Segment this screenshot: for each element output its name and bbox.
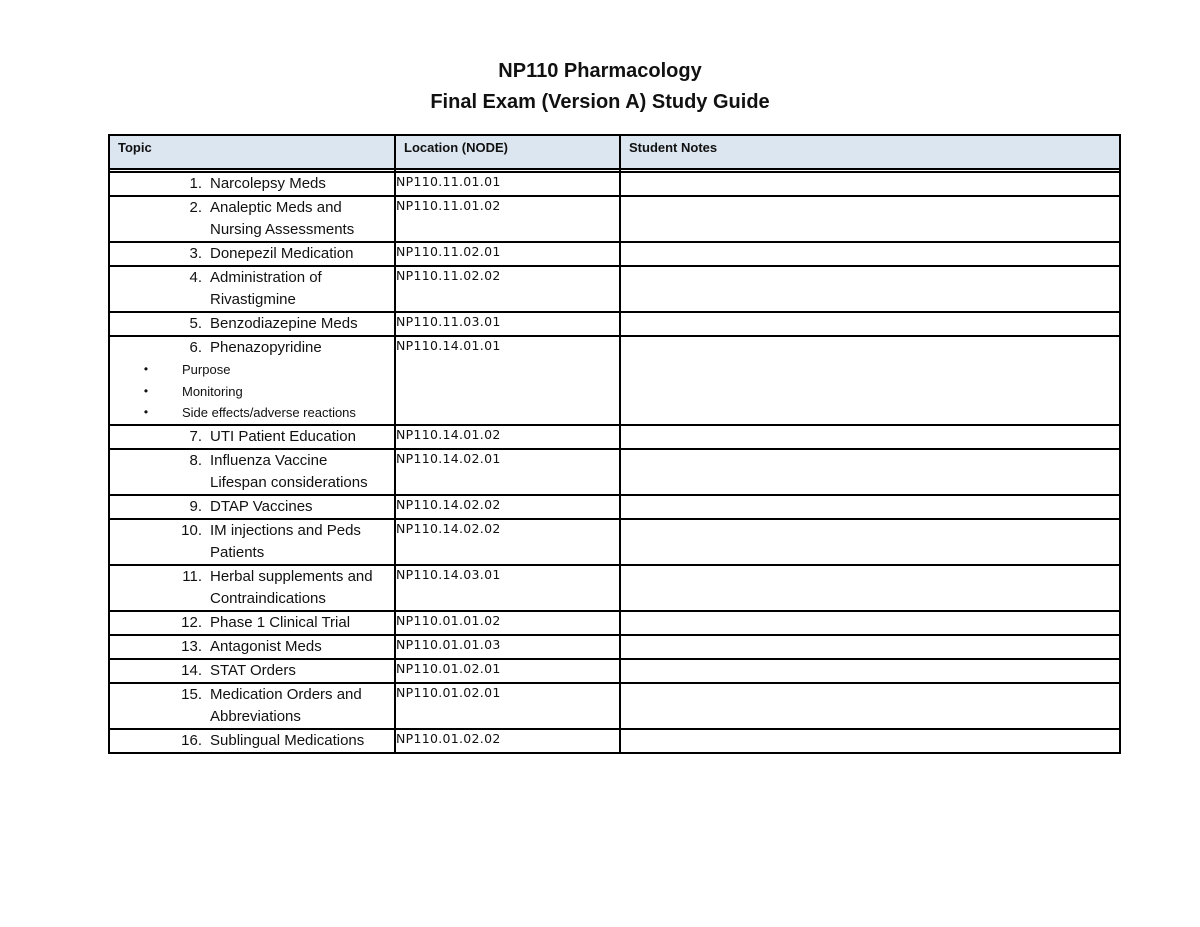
- topic-text: IM injections and Peds: [210, 521, 361, 539]
- header-student-notes: Student Notes: [620, 135, 1120, 169]
- student-notes-cell[interactable]: [620, 312, 1120, 336]
- topic-number: 14.: [181, 661, 202, 679]
- topic-cell: [109, 336, 395, 425]
- topic-bullet-item: [110, 359, 394, 381]
- topic-line: [110, 520, 394, 542]
- location-cell: NP110.14.01.01: [395, 336, 620, 425]
- table-row: [109, 565, 1120, 611]
- topic-line: [110, 660, 394, 682]
- table-row: [109, 635, 1120, 659]
- student-notes-cell[interactable]: [620, 242, 1120, 266]
- topic-text: Benzodiazepine Meds: [210, 315, 358, 332]
- topic-text: Administration of: [210, 269, 322, 286]
- location-cell: NP110.14.02.02: [395, 495, 620, 519]
- topic-cell: [109, 172, 395, 196]
- topic-text: Donepezil Medication: [210, 245, 354, 262]
- topic-number: 7.: [189, 427, 202, 445]
- location-cell: NP110.01.02.01: [395, 683, 620, 729]
- topic-number: 11.: [182, 567, 202, 585]
- topic-number: [110, 289, 210, 311]
- bullet-icon: •: [143, 383, 149, 398]
- topic-number: 4.: [189, 269, 202, 286]
- topic-number: 5.: [189, 315, 202, 332]
- title-line-2: Final Exam (Version A) Study Guide: [430, 91, 770, 113]
- student-notes-cell[interactable]: [620, 425, 1120, 449]
- topic-line: [110, 426, 394, 448]
- topic-cell: [109, 683, 395, 729]
- topic-cell: [109, 519, 395, 565]
- topic-number: [110, 472, 210, 494]
- topic-cell: [109, 565, 395, 611]
- topic-cell: [109, 449, 395, 495]
- topic-line: [110, 588, 394, 610]
- topic-line: [110, 730, 394, 752]
- bullet-text: Purpose: [182, 362, 231, 377]
- topic-cell: [109, 611, 395, 635]
- title-line-1: NP110 Pharmacology: [498, 60, 702, 82]
- table-row: [109, 336, 1120, 425]
- topic-text: Medication Orders and: [210, 685, 362, 703]
- student-notes-cell[interactable]: [620, 611, 1120, 635]
- topic-text: Herbal supplements and: [210, 567, 373, 585]
- topic-text: Influenza Vaccine: [210, 451, 328, 469]
- location-cell: NP110.01.01.03: [395, 635, 620, 659]
- topic-line: [110, 706, 394, 728]
- table-row: [109, 196, 1120, 242]
- student-notes-cell[interactable]: [620, 495, 1120, 519]
- topic-number: 15.: [181, 685, 202, 703]
- location-cell: NP110.14.02.01: [395, 449, 620, 495]
- location-cell: NP110.01.01.02: [395, 611, 620, 635]
- location-cell: NP110.11.02.01: [395, 242, 620, 266]
- topic-text: Analeptic Meds and: [210, 199, 342, 216]
- topic-number: 10.: [181, 521, 202, 539]
- topic-line: [110, 542, 394, 564]
- topic-number: 2.: [189, 199, 202, 216]
- topic-number: 8.: [189, 451, 202, 469]
- topic-line: [110, 243, 394, 265]
- topic-line: [110, 337, 394, 359]
- topic-number: [110, 219, 210, 241]
- topic-line: [110, 197, 394, 219]
- student-notes-cell[interactable]: [620, 449, 1120, 495]
- student-notes-cell[interactable]: [620, 172, 1120, 196]
- bullet-icon: •: [143, 362, 149, 376]
- topic-cell: [109, 729, 395, 753]
- topic-line: [110, 313, 394, 335]
- topic-number: [110, 588, 210, 610]
- student-notes-cell[interactable]: [620, 266, 1120, 312]
- topic-bullet-item: [110, 402, 394, 424]
- location-cell: NP110.11.01.01: [395, 172, 620, 196]
- header-topic: Topic: [109, 135, 395, 169]
- topic-cell: [109, 425, 395, 449]
- topic-line: [110, 450, 394, 472]
- location-cell: NP110.11.01.02: [395, 196, 620, 242]
- topic-number: [110, 706, 210, 728]
- topic-cell: [109, 635, 395, 659]
- topic-text: DTAP Vaccines: [210, 497, 313, 515]
- table-row: [109, 312, 1120, 336]
- header-location: Location (NODE): [395, 135, 620, 169]
- table-row: [109, 425, 1120, 449]
- document-title: [0, 56, 1200, 118]
- study-guide-table: [108, 134, 1121, 754]
- topic-text: Lifespan considerations: [210, 473, 368, 491]
- table-body: [109, 169, 1120, 753]
- table-row: [109, 266, 1120, 312]
- student-notes-cell[interactable]: [620, 519, 1120, 565]
- table-row: [109, 659, 1120, 683]
- table-row: [109, 449, 1120, 495]
- topic-text: Patients: [210, 543, 265, 561]
- location-cell: NP110.11.02.02: [395, 266, 620, 312]
- topic-text: Phase 1 Clinical Trial: [210, 613, 351, 631]
- topic-text: Antagonist Meds: [210, 637, 322, 655]
- student-notes-cell[interactable]: [620, 196, 1120, 242]
- student-notes-cell[interactable]: [620, 565, 1120, 611]
- topic-bullet-item: [110, 381, 394, 403]
- topic-cell: [109, 659, 395, 683]
- table-row: [109, 495, 1120, 519]
- location-cell: NP110.14.01.02: [395, 425, 620, 449]
- table-row: [109, 519, 1120, 565]
- topic-cell: [109, 196, 395, 242]
- topic-line: [110, 566, 394, 588]
- location-cell: NP110.01.02.02: [395, 729, 620, 753]
- student-notes-cell[interactable]: [620, 336, 1120, 425]
- table-header-row: [109, 135, 1120, 169]
- topic-text: Phenazopyridine: [210, 339, 322, 356]
- topic-number: 13.: [181, 637, 202, 655]
- topic-line: [110, 612, 394, 634]
- table-row: [109, 242, 1120, 266]
- topic-line: [110, 267, 394, 289]
- topic-line: [110, 289, 394, 311]
- topic-text: STAT Orders: [210, 661, 296, 679]
- topic-number: 1.: [189, 175, 202, 192]
- topic-number: [110, 542, 210, 564]
- topic-number: 16.: [181, 731, 202, 749]
- topic-number: 9.: [189, 497, 202, 515]
- topic-cell: [109, 242, 395, 266]
- bullet-text: Side effects/adverse reactions: [182, 405, 356, 420]
- location-cell: NP110.11.03.01: [395, 312, 620, 336]
- topic-text: Rivastigmine: [210, 291, 296, 308]
- topic-text: Nursing Assessments: [210, 221, 355, 238]
- topic-text: Narcolepsy Meds: [210, 175, 326, 192]
- topic-number: 3.: [189, 245, 202, 262]
- student-notes-cell[interactable]: [620, 635, 1120, 659]
- topic-text: Abbreviations: [210, 707, 301, 725]
- location-cell: NP110.14.02.02: [395, 519, 620, 565]
- table-row: [109, 172, 1120, 196]
- bullet-text: Monitoring: [182, 383, 243, 399]
- topic-number: 12.: [181, 613, 202, 631]
- topic-cell: [109, 312, 395, 336]
- location-cell: NP110.14.03.01: [395, 565, 620, 611]
- topic-text: Contraindications: [210, 589, 326, 607]
- location-cell: NP110.01.02.01: [395, 659, 620, 683]
- topic-cell: [109, 495, 395, 519]
- student-notes-cell[interactable]: [620, 659, 1120, 683]
- topic-cell: [109, 266, 395, 312]
- student-notes-cell[interactable]: [620, 683, 1120, 729]
- topic-line: [110, 684, 394, 706]
- student-notes-cell[interactable]: [620, 729, 1120, 753]
- topic-line: [110, 173, 394, 195]
- topic-text: UTI Patient Education: [210, 427, 356, 445]
- table-row: [109, 683, 1120, 729]
- topic-number: 6.: [189, 339, 202, 356]
- topic-line: [110, 219, 394, 241]
- topic-text: Sublingual Medications: [210, 731, 365, 749]
- table-row: [109, 611, 1120, 635]
- topic-line: [110, 472, 394, 494]
- bullet-icon: •: [143, 405, 149, 419]
- topic-line: [110, 636, 394, 658]
- table-row: [109, 729, 1120, 753]
- topic-line: [110, 496, 394, 518]
